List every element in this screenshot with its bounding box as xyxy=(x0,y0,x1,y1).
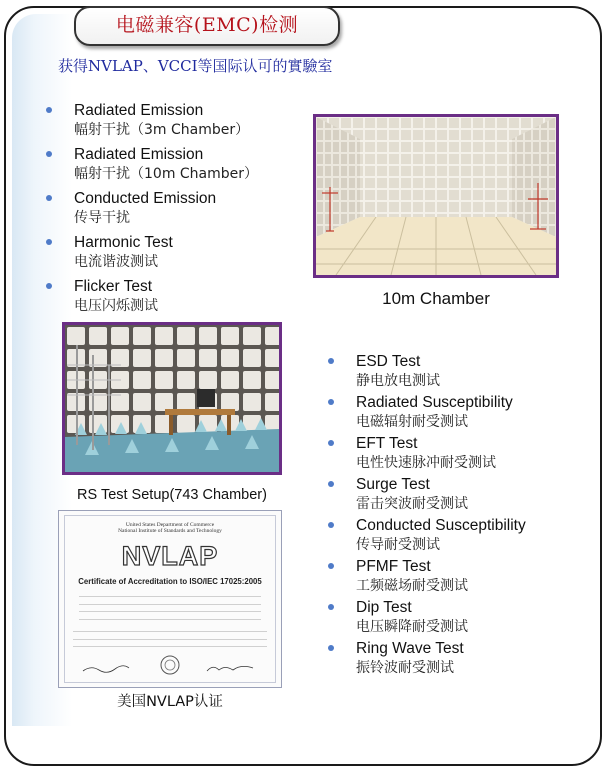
bullet-icon xyxy=(328,563,334,569)
test-name-cn: 传导干扰 xyxy=(74,210,130,226)
emission-test-list xyxy=(74,101,314,321)
test-name-cn: 工频磁场耐受测试 xyxy=(356,578,468,594)
list-item xyxy=(74,101,314,140)
bullet-icon xyxy=(328,358,334,364)
certificate-title: Certificate of Accreditation to ISO/IEC 17025:2005 xyxy=(78,577,262,586)
chamber-10m-caption: 10m Chamber xyxy=(382,289,490,308)
bullet-icon xyxy=(46,107,52,113)
test-name-en: Radiated Susceptibility xyxy=(356,394,513,411)
test-name-en: Ring Wave Test xyxy=(356,640,464,657)
nvlap-logo: NVLAP xyxy=(121,541,219,571)
rs-setup-illustration xyxy=(65,325,279,472)
signature-right xyxy=(205,662,255,674)
chamber-10m-photo xyxy=(313,114,559,278)
certificate-text-line xyxy=(79,604,261,605)
list-item xyxy=(356,352,596,391)
test-name-en: EFT Test xyxy=(356,435,418,452)
signature-left xyxy=(81,664,131,674)
certificate-text-line xyxy=(73,646,267,647)
test-name-en: Conducted Susceptibility xyxy=(356,517,526,534)
nvlap-certificate xyxy=(58,510,282,688)
certificate-text-line xyxy=(79,619,261,620)
test-name-en: Dip Test xyxy=(356,599,412,616)
list-item xyxy=(356,516,596,555)
list-item xyxy=(74,277,314,316)
bullet-icon xyxy=(328,522,334,528)
rs-setup-caption: RS Test Setup(743 Chamber) xyxy=(77,487,267,503)
test-name-cn: 电性快速脉冲耐受测试 xyxy=(356,455,496,471)
list-item xyxy=(356,639,596,678)
list-item xyxy=(356,598,596,637)
immunity-test-list xyxy=(356,352,596,680)
bullet-icon xyxy=(328,399,334,405)
list-item xyxy=(356,434,596,473)
bullet-icon xyxy=(328,481,334,487)
test-name-en: ESD Test xyxy=(356,353,421,370)
test-name-cn: 电压闪烁测试 xyxy=(74,298,158,314)
test-name-cn: 幅射干扰（3m Chamber） xyxy=(74,122,250,138)
test-name-cn: 电压瞬降耐受测试 xyxy=(356,619,468,635)
list-item xyxy=(356,557,596,596)
list-item xyxy=(74,233,314,272)
test-name-cn: 电磁辐射耐受测试 xyxy=(356,414,468,430)
test-name-en: PFMF Test xyxy=(356,558,431,575)
test-name-en: Radiated Emission xyxy=(74,146,204,163)
certificate-header-1: United States Department of Commerce xyxy=(125,522,215,528)
bullet-icon xyxy=(328,440,334,446)
test-name-cn: 雷击突波耐受测试 xyxy=(356,496,468,512)
certificate-text-line xyxy=(79,611,261,612)
certificate-border xyxy=(64,515,276,683)
bullet-icon xyxy=(46,151,52,157)
seal-icon xyxy=(159,654,181,676)
page-title: 电磁兼容(EMC)检测 xyxy=(74,6,340,46)
test-name-cn: 传导耐受测试 xyxy=(356,537,440,553)
certificate-header-2: National Institute of Standards and Technology xyxy=(118,528,222,534)
test-name-en: Conducted Emission xyxy=(74,190,217,207)
subtitle: 获得NVLAP、VCCI等国际认可的實驗室 xyxy=(58,57,333,75)
list-item xyxy=(74,189,314,228)
rs-test-setup-photo xyxy=(62,322,282,475)
test-name-cn: 振铃波耐受测试 xyxy=(356,660,454,676)
list-item xyxy=(356,393,596,432)
certificate-text-line xyxy=(73,639,267,640)
test-name-en: Surge Test xyxy=(356,476,430,493)
test-name-en: Flicker Test xyxy=(74,278,153,295)
test-name-cn: 幅射干扰（10m Chamber） xyxy=(74,166,259,182)
test-name-cn: 静电放电测试 xyxy=(356,373,440,389)
test-name-cn: 电流谐波测试 xyxy=(74,254,158,270)
test-name-en: Radiated Emission xyxy=(74,102,204,119)
certificate-text-line xyxy=(79,596,261,597)
bullet-icon xyxy=(328,604,334,610)
list-item xyxy=(74,145,314,184)
bullet-icon xyxy=(46,283,52,289)
bullet-icon xyxy=(46,239,52,245)
bullet-icon xyxy=(46,195,52,201)
bullet-icon xyxy=(328,645,334,651)
nvlap-caption: 美国NVLAP认证 xyxy=(117,694,223,710)
list-item xyxy=(356,475,596,514)
certificate-text-line xyxy=(73,631,267,632)
chamber-10m-illustration xyxy=(316,117,556,275)
test-name-en: Harmonic Test xyxy=(74,234,173,251)
